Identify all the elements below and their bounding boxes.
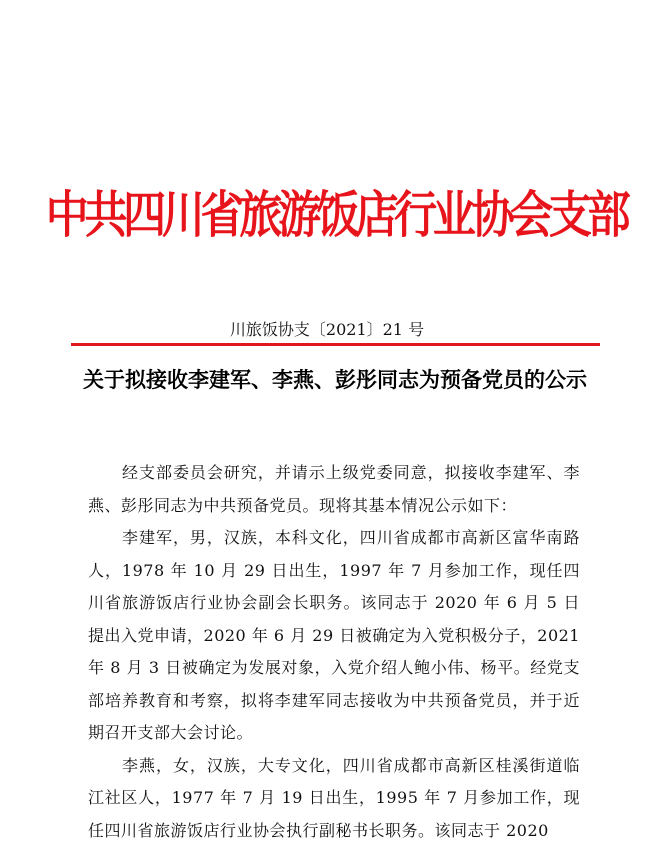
document-title: 关于拟接收李建军、李燕、彭彤同志为预备党员的公示 — [70, 364, 600, 396]
red-divider-line — [71, 343, 600, 346]
body-paragraph: 李燕，女，汉族，大专文化，四川省成都市高新区桂溪街道临江社区人，1977 年 7 月 19 日出生，1995 年 7 月参加工作，现任四川省旅游饭店行业协会执行副秘书长职务。该同志于 2020 — [88, 750, 580, 847]
document-number: 川旅饭协支〔2021〕21 号 — [0, 318, 654, 342]
body-paragraph: 李建军，男，汉族，本科文化，四川省成都市高新区富华南路人，1978 年 10 月 29 日出生，1997 年 7 月参加工作，现任四川省旅游饭店行业协会副会长职务。该同志于 2020 年 6 月 5 日提出入党申请，2020 年 6 月 29 日被确定为入党积极分子，2021 年 8 月 3 日被确定为发展对象，入党介绍人鲍小伟、杨平。经党支部培养教育和考察，拟将李建军同志接收为中共预备党员，并于近期召开支部大会讨论。 — [88, 522, 580, 750]
org-header: 中共四川省旅游饭店行业协会支部 — [46, 185, 608, 245]
document-body — [88, 457, 580, 847]
body-paragraph: 经支部委员会研究，并请示上级党委同意，拟接收李建军、李燕、彭彤同志为中共预备党员。现将其基本情况公示如下： — [88, 457, 580, 522]
